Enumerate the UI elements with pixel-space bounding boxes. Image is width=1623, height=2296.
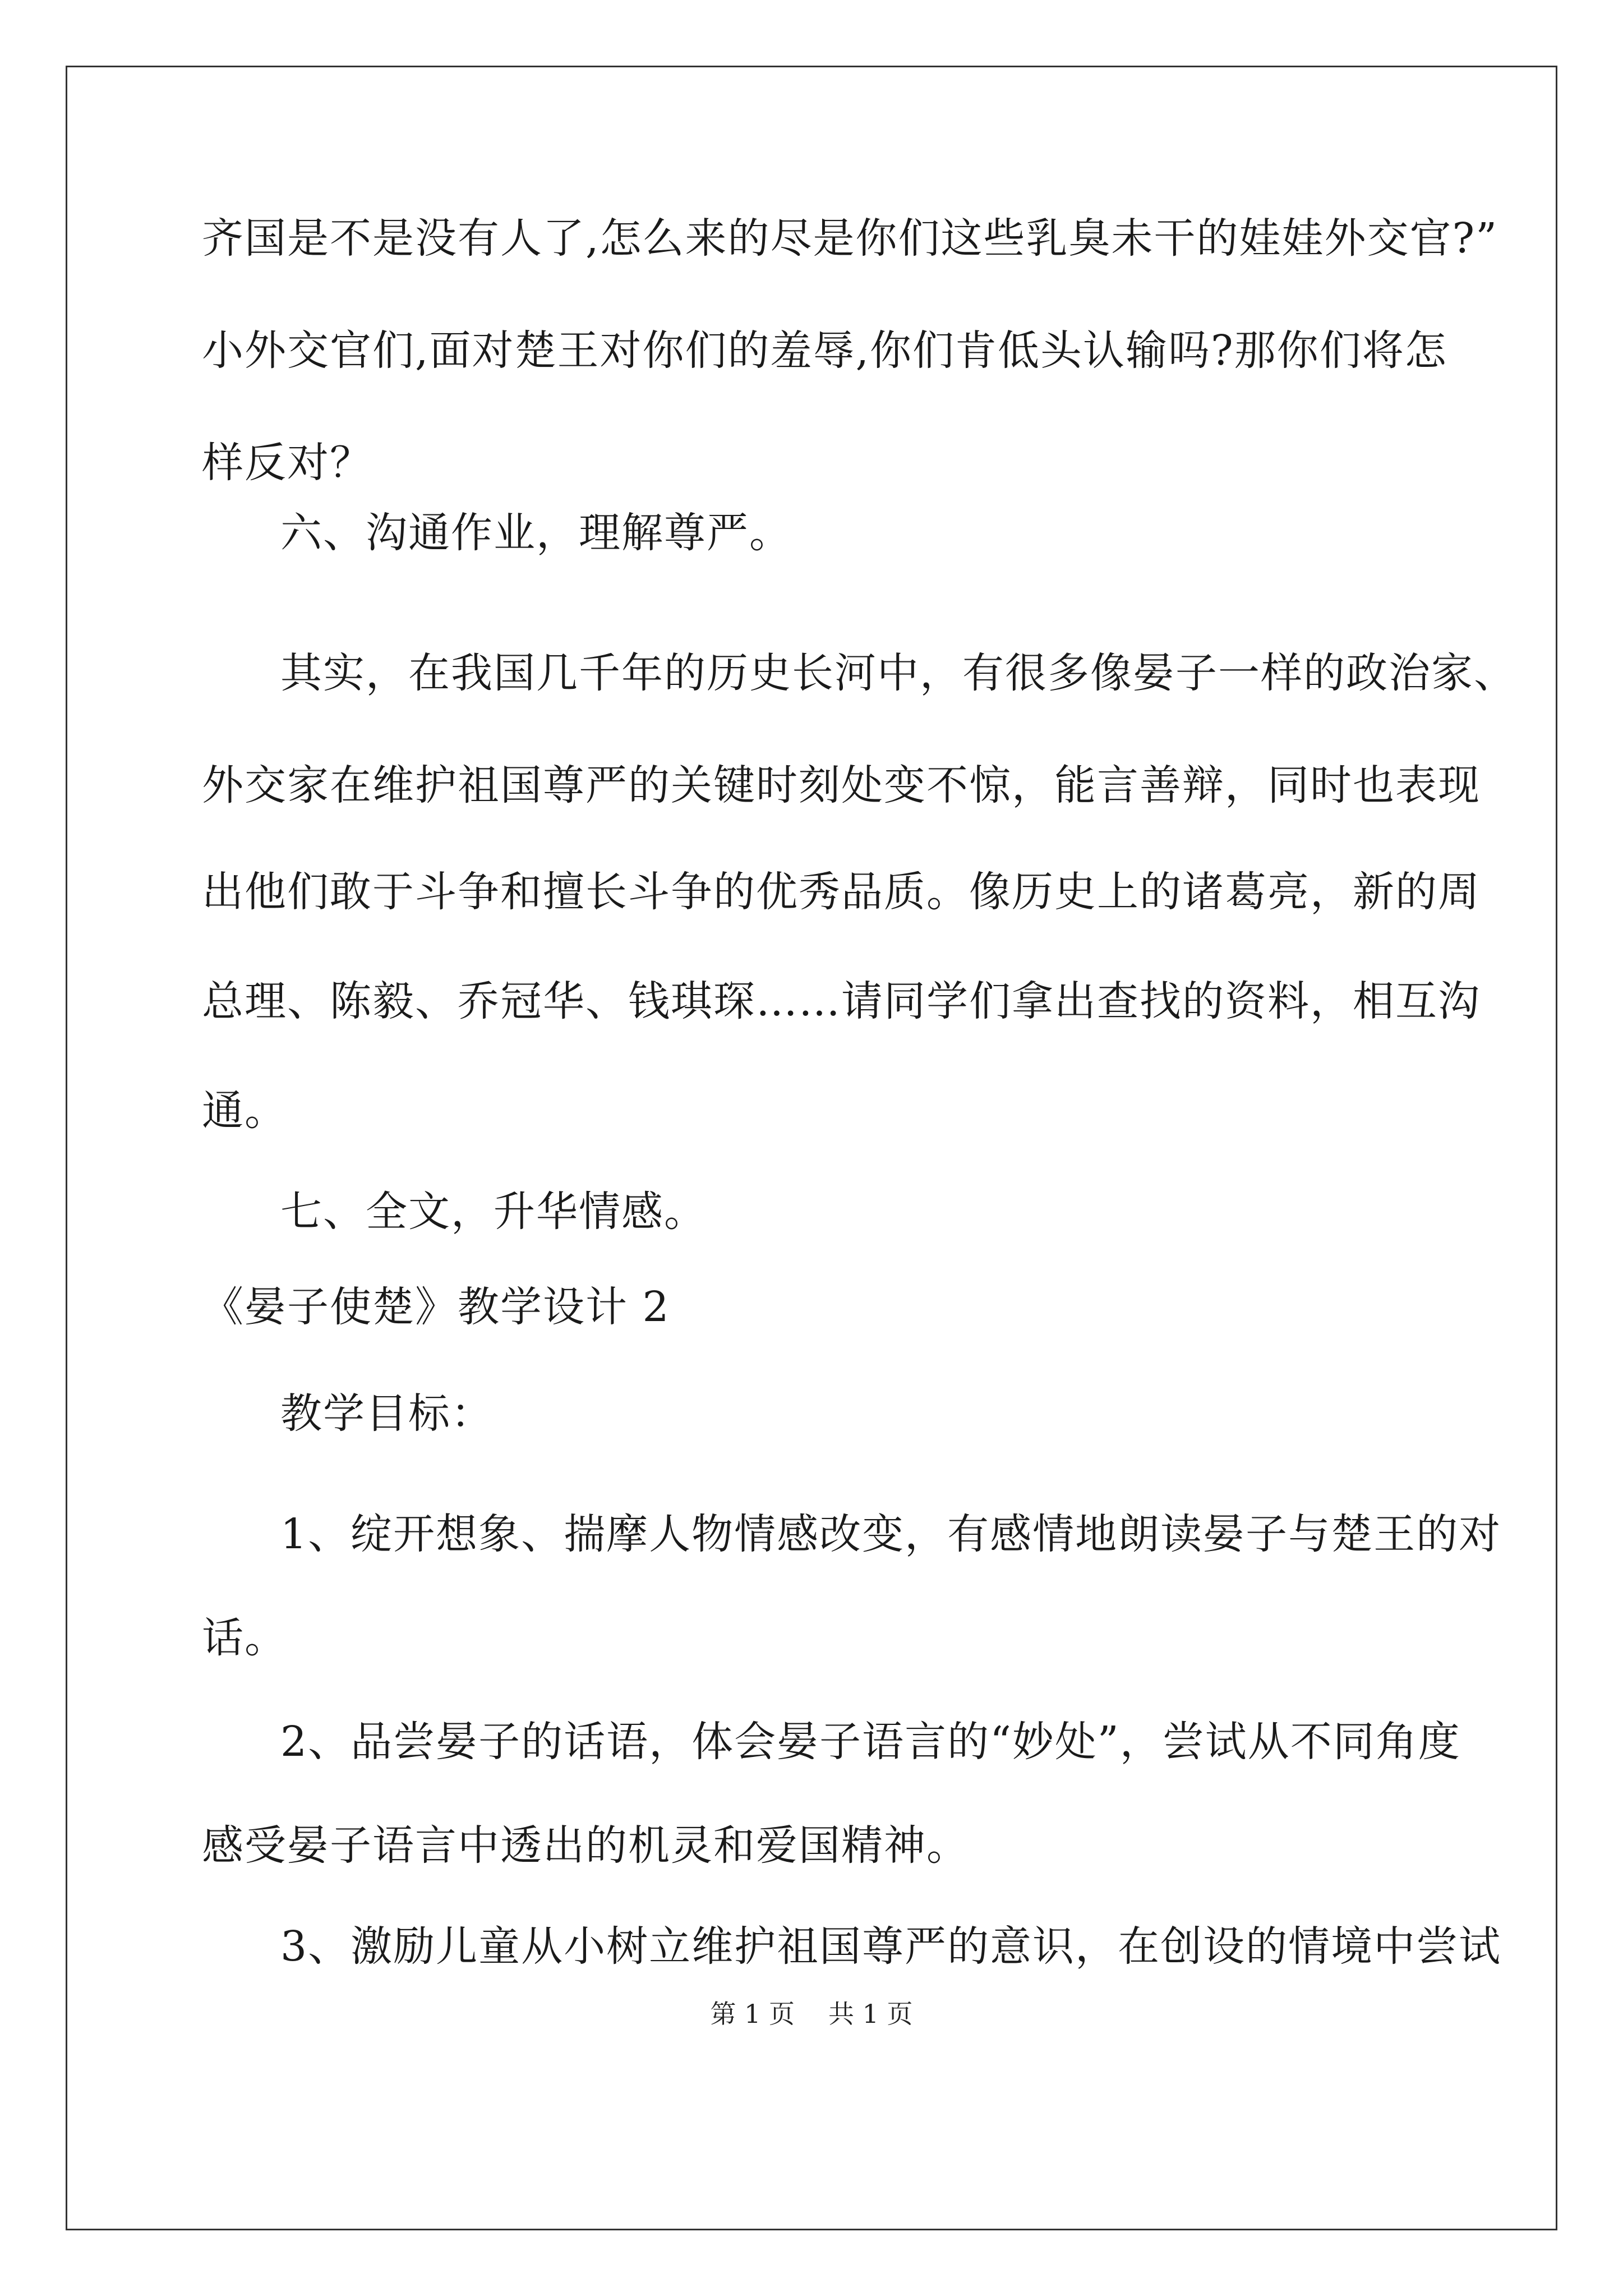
document-title: 《晏子使楚》教学设计 2 [202,1283,670,1331]
section-heading: 七、全文，升华情感。 [280,1188,707,1236]
page-border [66,66,1557,2230]
text-line: 小外交官们,面对楚王对你们的羞辱,你们肯低头认输吗?那你们将怎 [202,326,1447,375]
text-line: 感受晏子语言中透出的机灵和爱国精神。 [202,1821,969,1870]
text-line: 总理、陈毅、乔冠华、钱琪琛……请同学们拿出查找的资料，相互沟 [202,977,1481,1025]
page-footer [0,1997,1623,2031]
text-line: 外交家在维护祖国尊严的关键时刻处变不惊，能言善辩，同时也表现 [202,761,1481,809]
text-line: 其实，在我国几千年的历史长河中，有很多像晏子一样的政治家、 [280,649,1516,697]
list-item: 2、品尝晏子的话语，体会晏子语言的“妙处”，尝试从不同角度 [280,1718,1461,1766]
list-item: 3、激励儿童从小树立维护祖国尊严的意识，在创设的情境中尝试 [280,1922,1502,1971]
text-line: 样反对？ [202,439,372,487]
page-total: 共 1 页 [828,1999,913,2029]
section-heading: 教学目标： [280,1389,494,1438]
text-line: 话。 [202,1614,287,1662]
text-line: 出他们敢于斗争和擅长斗争的优秀品质。像历史上的诸葛亮，新的周 [202,868,1481,916]
text-line: 通。 [202,1087,287,1135]
list-item: 1、绽开想象、揣摩人物情感改变，有感情地朗读晏子与楚王的对 [280,1510,1502,1558]
text-line: 齐国是不是没有人了,怎么来的尽是你们这些乳臭未干的娃娃外交官?” [202,214,1498,263]
page-number: 第 1 页 [710,1999,795,2029]
section-heading: 六、沟通作业，理解尊严。 [280,509,792,557]
